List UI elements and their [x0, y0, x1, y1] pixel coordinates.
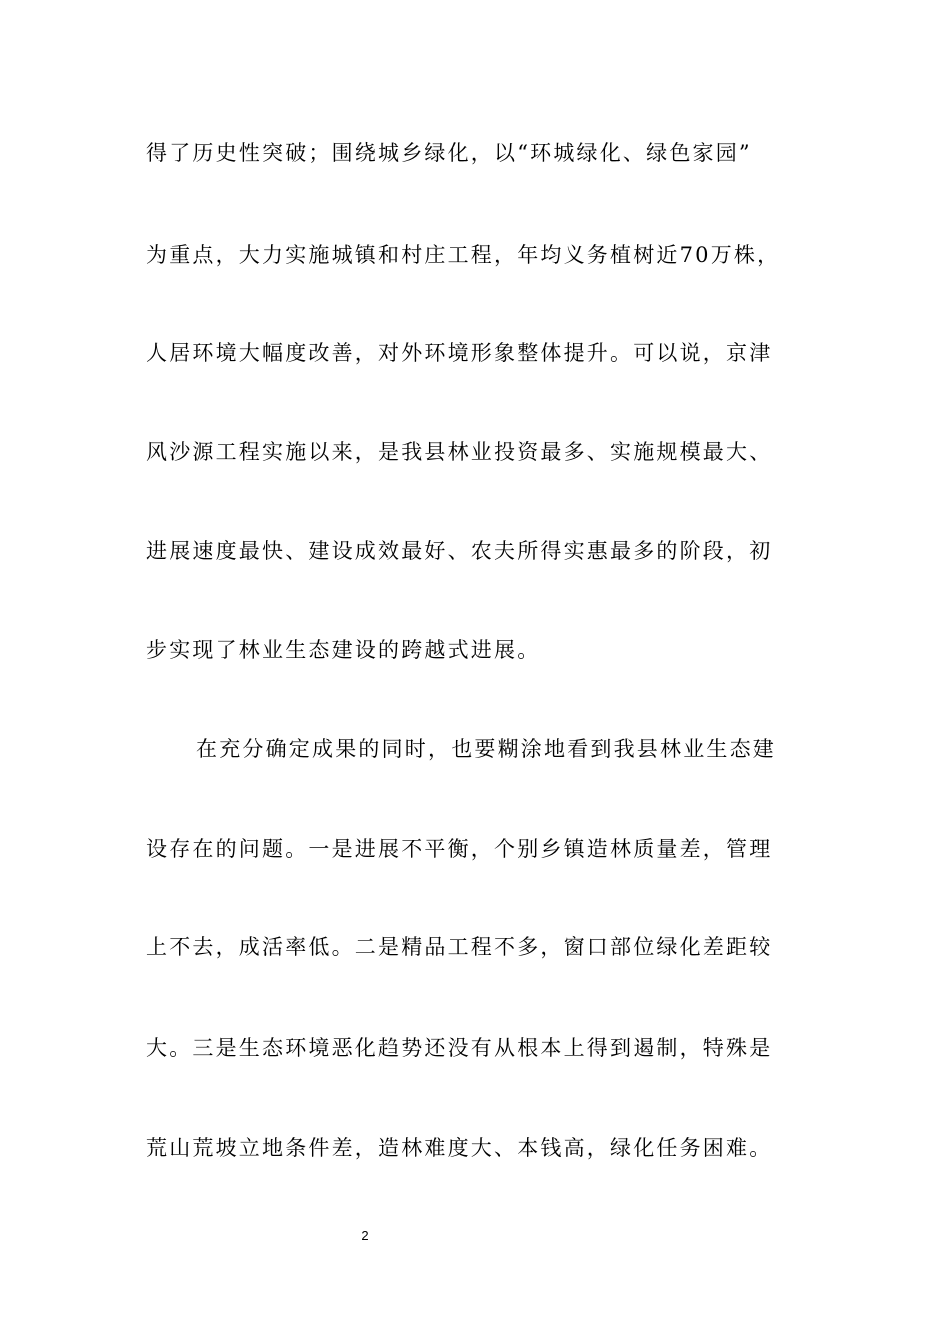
paragraph-line: 为重点，大力实施城镇和村庄工程，年均义务植树近70万株， — [146, 243, 781, 267]
paragraph-line: 风沙源工程实施以来，是我县林业投资最多、实施规模最大、 — [146, 440, 773, 464]
paragraph-line: 得了历史性突破；围绕城乡绿化，以“环城绿化、绿色家园” — [146, 141, 752, 165]
paragraph-line: 进展速度最快、建设成效最好、农夫所得实惠最多的阶段，初 — [146, 539, 773, 563]
paragraph-line: 人居环境大幅度改善，对外环境形象整体提升。可以说，京津 — [146, 341, 773, 365]
paragraph-line: 大。三是生态环境恶化趋势还没有从根本上得到遏制，特殊是 — [146, 1036, 773, 1060]
paragraph-line: 步实现了林业生态建设的跨越式进展。 — [146, 638, 541, 662]
paragraph-line: 在充分确定成果的同时，也要糊涂地看到我县林业生态建 — [196, 737, 776, 761]
page-number: 2 — [361, 1228, 369, 1243]
paragraph-line: 设存在的问题。一是进展不平衡，个别乡镇造林质量差，管理 — [146, 837, 773, 861]
paragraph-line: 荒山荒坡立地条件差，造林难度大、本钱高，绿化任务困难。 — [146, 1136, 773, 1160]
paragraph-line: 上不去，成活率低。二是精品工程不多，窗口部位绿化差距较 — [146, 935, 773, 959]
